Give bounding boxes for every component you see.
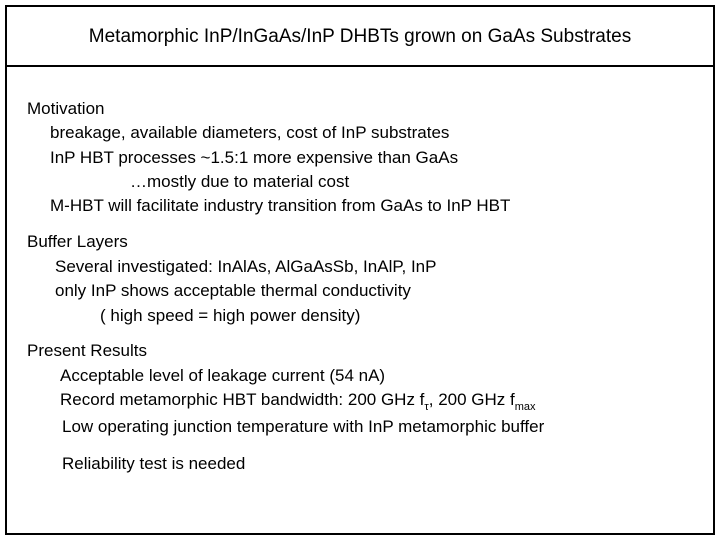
title-bar	[7, 7, 713, 67]
present-results-heading: Present Results	[27, 341, 147, 360]
buffer-layers-item: Several investigated: InAlAs, AlGaAsSb, InAlP, InP	[55, 257, 437, 276]
subscript-max: max	[514, 401, 536, 413]
buffer-layers-item: only InP shows acceptable thermal conductivity	[55, 281, 411, 300]
motivation-item: …mostly due to material cost	[130, 172, 350, 191]
motivation-heading: Motivation	[27, 99, 105, 118]
buffer-layers-item: ( high speed = high power density)	[100, 306, 361, 325]
slide-title: Metamorphic InP/InGaAs/InP DHBTs grown on GaAs Substrates	[88, 26, 632, 47]
bandwidth-text-prefix: Record metamorphic HBT bandwidth: 200 GHz f	[60, 390, 425, 409]
present-results-item: Reliability test is needed	[62, 454, 246, 473]
motivation-item: breakage, available diameters, cost of InP substrates	[50, 123, 450, 142]
buffer-layers-heading: Buffer Layers	[27, 232, 128, 251]
subscript-tau: τ	[424, 401, 429, 413]
present-results-item-bandwidth	[60, 390, 536, 412]
present-results-item: Low operating junction temperature with InP metamorphic buffer	[62, 417, 545, 436]
motivation-item: M-HBT will facilitate industry transition from GaAs to InP HBT	[50, 196, 511, 215]
bandwidth-text-middle: , 200 GHz f	[428, 390, 515, 409]
motivation-item: InP HBT processes ~1.5:1 more expensive than GaAs	[50, 148, 459, 167]
present-results-item: Acceptable level of leakage current (54 nA)	[60, 366, 386, 385]
